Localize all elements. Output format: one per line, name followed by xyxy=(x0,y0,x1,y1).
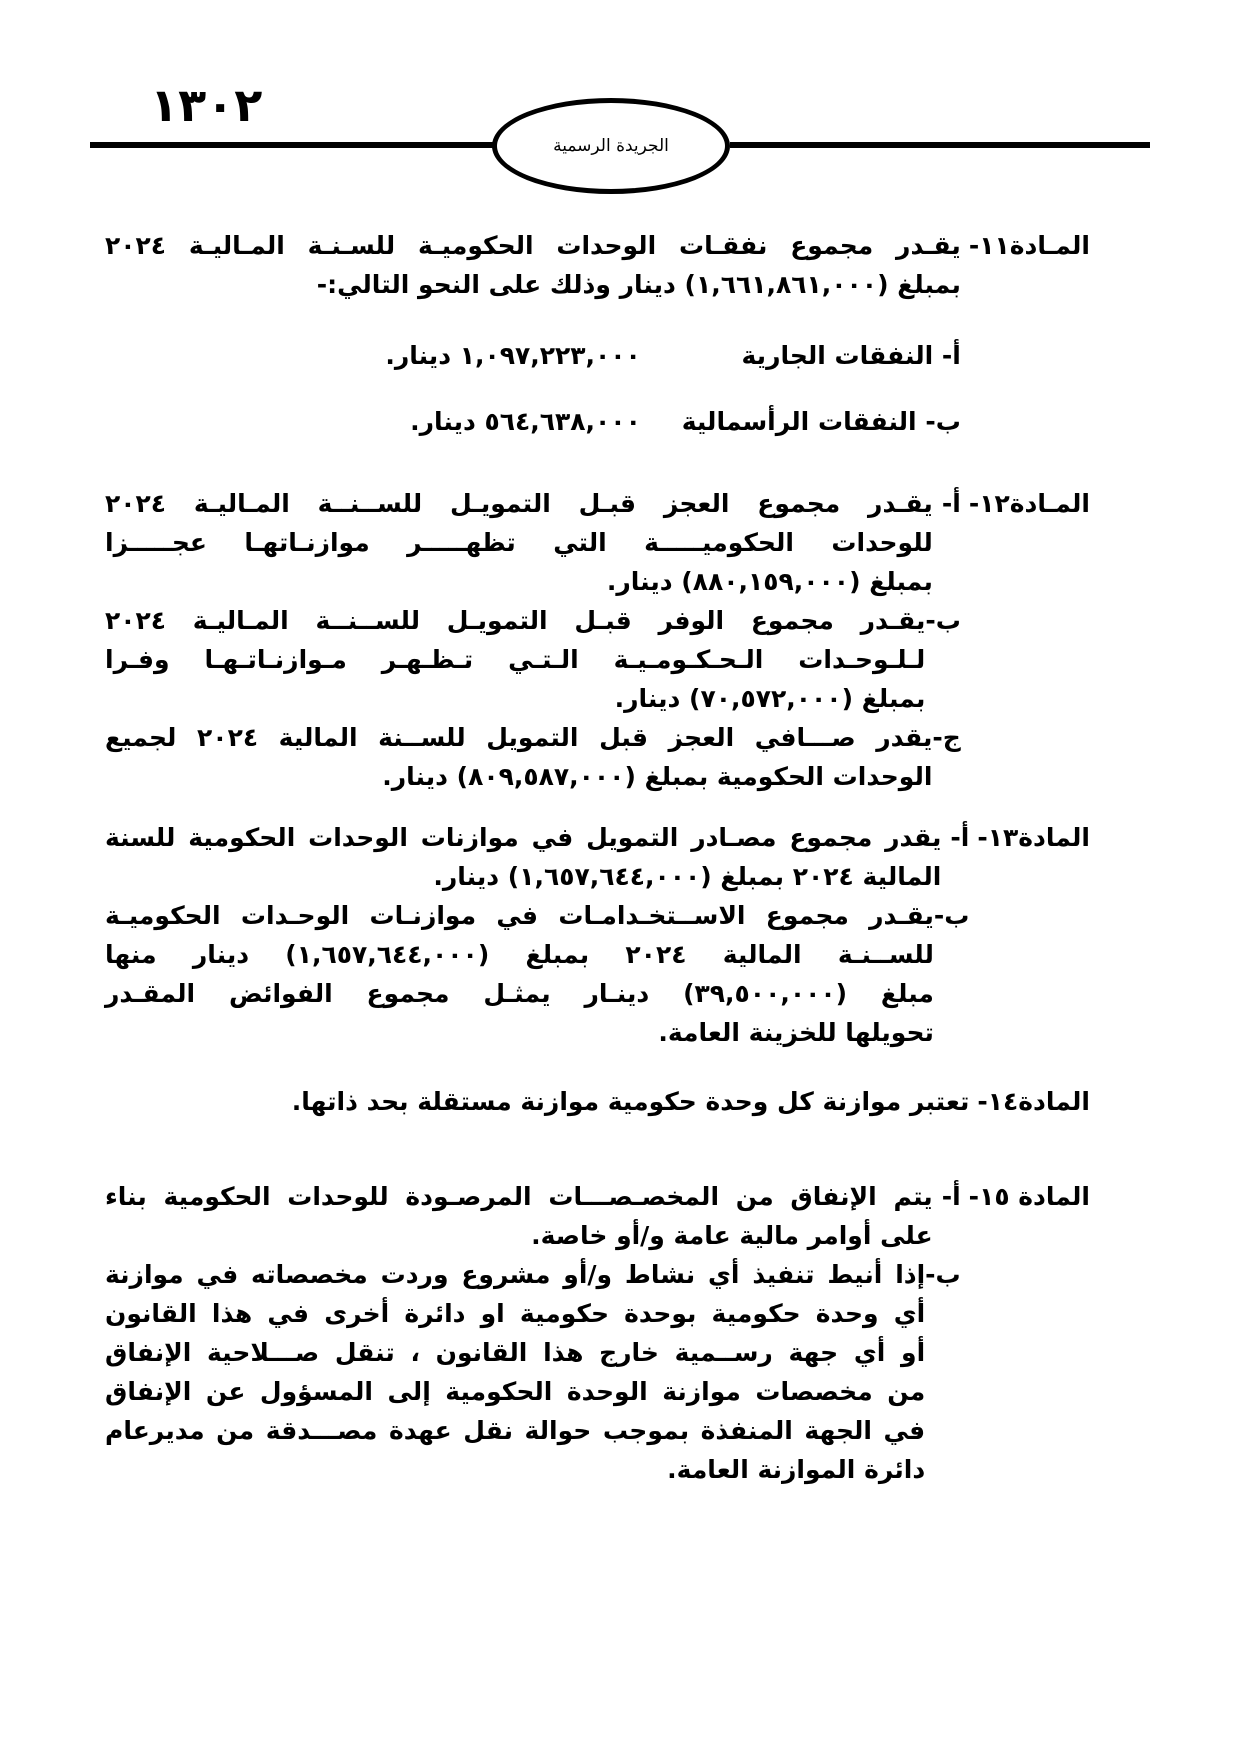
item-body xyxy=(105,718,932,796)
item-line: أو أي جهة رســمية خارج هذا القانون ، تنقل صـــلاحية الإنفاق xyxy=(105,1338,926,1367)
expense-row-capital xyxy=(105,388,961,454)
article-14-label: المادة١٤- xyxy=(977,1087,1090,1116)
article-13-label: المادة١٣- xyxy=(977,823,1090,852)
item-body xyxy=(105,1177,933,1255)
item-letter: ج- xyxy=(932,723,961,752)
header-rule-right xyxy=(730,142,1150,148)
item-body xyxy=(105,896,934,1052)
expense-label: أ- النفقات الجارية xyxy=(741,340,961,370)
item-line: إذا أنيط تنفيذ أي نشاط و/أو مشروع وردت مخصصاته في موازنة xyxy=(105,1260,926,1289)
item-letter: ب- xyxy=(925,1260,961,1289)
item-line: الوحدات الحكومية بمبلغ (٨٠٩,٥٨٧,٠٠٠) دينار. xyxy=(382,762,933,791)
item-line: يقـدر مجموع العجز قبـل التمويـل للســنــة المـاليـة ٢٠٢٤ xyxy=(105,489,933,518)
page-number: ١٣٠٢ xyxy=(150,78,263,132)
item-line: للوحدات الحكوميـــــة التي تظهـــــر موازنـاتهـا عجـــــزا xyxy=(105,528,933,557)
header-rule-left xyxy=(90,142,495,148)
article-15-item-b xyxy=(105,1255,961,1489)
article-11-line-1: يقـدر مجموع نفقـات الوحدات الحكوميـة للسـنـة المـاليـة ٢٠٢٤ xyxy=(105,231,961,260)
item-letter: أ- xyxy=(941,1182,961,1211)
article-12-item-a xyxy=(105,484,961,523)
item-body xyxy=(105,1255,925,1489)
article-13 xyxy=(105,818,1090,1052)
article-11-label: المـادة١١- xyxy=(968,231,1090,260)
article-15-body xyxy=(105,1177,961,1489)
item-line: في الجهة المنفذة بموجب حوالة نقل عهدة مصـــدقة من مديرعام xyxy=(105,1416,926,1445)
gazette-title: الجريدة الرسمية xyxy=(553,136,669,156)
article-12-label: المـادة١٢- xyxy=(968,489,1090,518)
gazette-title-oval xyxy=(492,98,730,194)
item-letter: ب- xyxy=(925,606,961,635)
document-body xyxy=(105,226,1090,1489)
expense-value: ١,٠٩٧,٢٢٣,٠٠٠ دينار. xyxy=(385,340,641,370)
expense-row-current xyxy=(105,322,961,388)
article-12-item-b xyxy=(105,601,961,718)
article-15 xyxy=(105,1177,1090,1489)
item-line: دائرة الموازنة العامة. xyxy=(667,1455,926,1484)
item-line: مبلغ (٣٩,٥٠٠,٠٠٠) دينـار يمثـل مجموع الفوائض المقـدر xyxy=(105,979,934,1008)
article-12-item-a-cont xyxy=(105,523,961,601)
article-14 xyxy=(105,1082,1090,1121)
item-line: المالية ٢٠٢٤ بمبلغ (١,٦٥٧,٦٤٤,٠٠٠) دينار. xyxy=(433,862,942,891)
expense-value: ٥٦٤,٦٣٨,٠٠٠ دينار. xyxy=(410,406,641,436)
item-line: لـلـوحـدات الـحـكـومـيـة الـتـي تـظـهـر مـوازنـاتـهـا وفـرا xyxy=(105,645,926,674)
item-line: من مخصصات موازنة الوحدة الحكومية إلى المسؤول عن الإنفاق xyxy=(105,1377,926,1406)
article-13-item-b xyxy=(105,896,969,1052)
article-12-item-c xyxy=(105,718,961,796)
article-14-body xyxy=(105,1082,969,1121)
item-body xyxy=(105,601,925,718)
item-line: يقـدر مجموع الوفر قبـل التمويـل للســنــة المـاليـة ٢٠٢٤ xyxy=(105,606,926,635)
item-body xyxy=(105,484,933,523)
expense-breakdown xyxy=(105,322,961,454)
article-13-item-a xyxy=(105,818,969,896)
article-12 xyxy=(105,484,1090,796)
item-line: أي وحدة حكومية بوحدة حكومية او دائرة أخرى في هذا القانون xyxy=(105,1299,926,1328)
article-15-label: المادة ١٥- xyxy=(968,1182,1090,1211)
item-line: يقدر صـــافي العجز قبل التمويل للســنة المالية ٢٠٢٤ لجميع xyxy=(105,723,933,752)
expense-label: ب- النفقات الرأسمالية xyxy=(681,406,961,436)
item-line: على أوامر مالية عامة و/أو خاصة. xyxy=(531,1221,933,1250)
item-letter: ب- xyxy=(933,901,970,930)
item-letter: أ- xyxy=(941,489,961,518)
item-line: يقـدر مجموع الاســتخـدامـات في موازنـات الوحـدات الحكوميـة xyxy=(105,901,934,930)
item-line: تحويلها للخزينة العامة. xyxy=(658,1018,934,1047)
article-14-text: تعتبر موازنة كل وحدة حكومية موازنة مستقلة بحد ذاتها. xyxy=(291,1087,970,1116)
article-11-line-2: بمبلغ (١,٦٦١,٨٦١,٠٠٠) دينار وذلك على النحو التالي:- xyxy=(316,270,961,299)
item-line: للســنـة المالية ٢٠٢٤ بمبلغ (١,٦٥٧,٦٤٤,٠٠٠) دينار منها xyxy=(105,940,934,969)
item-line: بمبلغ (٧٠,٥٧٢,٠٠٠) دينار. xyxy=(614,684,926,713)
article-11 xyxy=(105,226,1090,454)
article-15-item-a xyxy=(105,1177,961,1255)
item-line: يتم الإنفاق من المخصـصـــات المرصـودة للوحدات الحكومية بناء xyxy=(105,1182,933,1211)
item-line: بمبلغ (٨٨٠,١٥٩,٠٠٠) دينار. xyxy=(606,567,933,596)
article-12-body xyxy=(105,484,961,796)
item-letter: أ- xyxy=(950,823,970,852)
item-body xyxy=(105,818,941,896)
article-13-body xyxy=(105,818,969,1052)
article-11-body xyxy=(105,226,961,454)
item-line: يقدر مجموع مصـادر التمويل في موازنات الوحدات الحكومية للسنة xyxy=(105,823,942,852)
